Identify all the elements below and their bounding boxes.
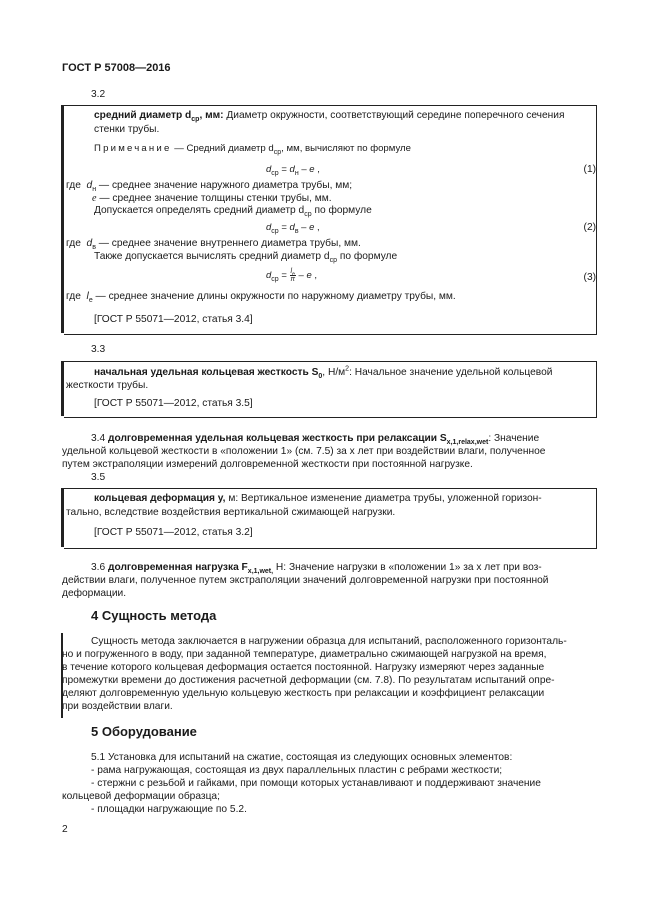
section-3-2-number: 3.2 bbox=[91, 89, 106, 100]
formula-1-number: (1) bbox=[583, 164, 596, 175]
where-3: где $l_e$ — среднее значение длины окружности по наружному диаметру трубы, мм. bbox=[66, 291, 456, 305]
section-5-line: - рама нагружающая, состоящая из двух параллельных пластин с ребрами жесткости; bbox=[91, 765, 503, 776]
section-3-5-ref: [ГОСТ Р 55071—2012, статья 3.2] bbox=[94, 527, 253, 538]
term: средний диаметр d bbox=[94, 110, 192, 121]
section-5-line: - площадки нагружающие по 5.2. bbox=[91, 804, 247, 815]
document-header: ГОСТ Р 57008—2016 bbox=[62, 62, 171, 74]
where-2: где $d_в$ — среднее значение внутреннего диаметра трубы, мм. bbox=[66, 238, 361, 252]
section-3-3-line1: начальная удельная кольцевая жесткость $S_0$, $Н/м^2$: Начальное значение удельной кольцевой bbox=[94, 365, 553, 381]
section-4-line: промежутки времени до достижения расчетной деформации (см. 7.8). По результатам испытаний опре- bbox=[62, 675, 555, 686]
section-3-4-line2: удельной кольцевой жесткости в «положении 1» (см. 7.5) за x лет при воздействии влаги, полученное bbox=[62, 446, 546, 457]
formula-3-number: (3) bbox=[583, 272, 596, 283]
section-5-line: - стержни с резьбой и гайками, при помощи которых устанавливают и поддерживают значение bbox=[91, 778, 541, 789]
section-4-line: Сущность метода заключается в нагружении образца для испытаний, расположенного горизонталь- bbox=[91, 636, 567, 647]
note-label: Примечание bbox=[94, 143, 172, 154]
section-4-line: но и погруженного в воду, при заданной температуре, диаметрально сжимающей нагрузкой на время, bbox=[62, 649, 547, 660]
section-5-title: 5 Оборудование bbox=[91, 724, 197, 739]
formula-2: $d_{ср} = d_в - e$ , bbox=[266, 222, 320, 235]
allow-formula-2: Допускается определять средний диаметр $d_{ср}$ по формуле bbox=[94, 205, 372, 219]
note-line: Примечание — Средний диаметр $d_{ср}$, мм, вычисляют по формуле bbox=[94, 143, 411, 156]
where-1b: e — среднее значение толщины стенки трубы, мм. bbox=[92, 193, 332, 204]
section-3-4-line1: 3.4 долговременная удельная кольцевая жесткость при релаксации $S_{x,1,relax,wet}$: Значение bbox=[91, 433, 540, 447]
section-4-line: деляют долговременную удельную кольцевую жесткость при релаксации и коэффициент релаксации bbox=[62, 688, 545, 699]
section-3-3-line2: жесткости трубы. bbox=[66, 380, 149, 391]
section-3-5-number: 3.5 bbox=[91, 472, 106, 483]
page-number: 2 bbox=[62, 824, 68, 835]
formula-1: $d_{ср} = d_н - e$ , bbox=[266, 164, 320, 177]
section-4-line: в течение которого кольцевая деформация остается постоянной. Нагрузку измеряют через заданные bbox=[62, 662, 545, 673]
formula-2-number: (2) bbox=[583, 222, 596, 233]
section-5-line: кольцевой деформации образца; bbox=[62, 791, 220, 802]
section-3-6-line1: 3.6 долговременная нагрузка $F_{x,1,wet,}$ Н: Значение нагрузки в «положении 1» за x лет при воз- bbox=[91, 562, 542, 576]
section-4-line: при воздействии влаги. bbox=[62, 701, 173, 712]
section-3-5-line1: кольцевая деформация y, м: Вертикальное изменение диаметра трубы, уложенной горизон- bbox=[94, 493, 542, 504]
section-3-3-ref: [ГОСТ Р 55071—2012, статья 3.5] bbox=[94, 398, 253, 409]
formula-3: $d_{ср}$ = $\frac{l_e}{\pi}$ – e , bbox=[266, 268, 318, 283]
section-3-2-definition: средний диаметр $d_{ср}$, мм: Диаметр окружности, соответствующий середине поперечного сечения стенки трубы. bbox=[94, 110, 565, 135]
where-1a: где $d_н$ — среднее значение наружного диаметра трубы, мм; bbox=[66, 180, 353, 194]
section-5-line: 5.1 Установка для испытаний на сжатие, состоящая из следующих основных элементов: bbox=[91, 752, 513, 763]
section-4-title: 4 Сущность метода bbox=[91, 608, 217, 623]
section-3-6-line3: деформации. bbox=[62, 588, 127, 599]
allow-formula-3: Также допускается вычислять средний диаметр $d_{ср}$ по формуле bbox=[94, 251, 398, 265]
section-3-6-line2: действии влаги, полученное путем экстраполяции значений долговременной нагрузки при постоянной bbox=[62, 575, 549, 586]
section-3-4-line3: путем экстраполяции измерений долговременной жесткости при постоянной нагрузке. bbox=[62, 459, 473, 470]
section-3-5-line2: тально, вследствие воздействия вертикальной сжимающей нагрузки. bbox=[66, 507, 396, 518]
section-3-2-ref: [ГОСТ Р 55071—2012, статья 3.4] bbox=[94, 314, 253, 325]
section-3-3-number: 3.3 bbox=[91, 344, 106, 355]
